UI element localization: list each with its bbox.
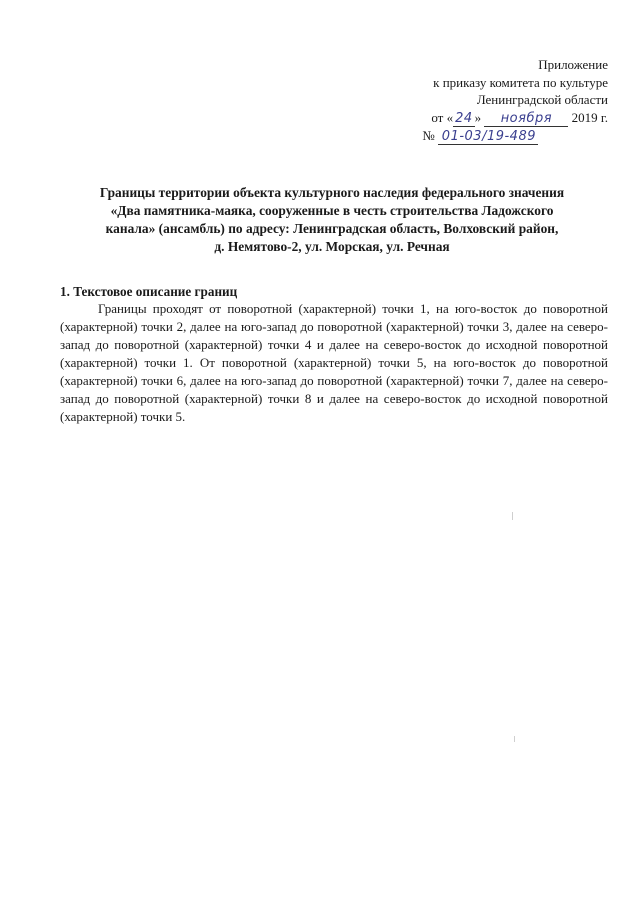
section-paragraph: Границы проходят от поворотной (характерной) точки 1, на юго-восток до поворотной (характерной) точки 2, далее на юго-запад до поворотной (характерной) точки 3, далее на северо-запад до поворотной (характерной) точки 4 и далее на северо-восток до исходной поворотной (характерной) точки 1. От поворотной (характерной) точки 5, на юго-восток до поворотной (характерной) точки 6, далее на юго-запад до поворотной (характерной) точки 7, далее на северо-запад до поворотной (характерной) точки 8 и далее на северо-восток до исходной поворотной (характерной) точки 5. <box>60 301 608 424</box>
appendix-date-line <box>308 109 608 127</box>
date-year: 2019 г. <box>568 109 608 125</box>
title-line-1: Границы территории объекта культурного наследия федерального значения <box>99 185 565 200</box>
scan-artifact <box>512 512 513 520</box>
title-line-2: «Два памятника-маяка, сооруженные в честь строительства Ладожского <box>110 203 554 218</box>
scan-artifact <box>514 736 515 742</box>
appendix-number-line <box>308 127 608 145</box>
title-line-4: д. Немятово-2, ул. Морская, ул. Речная <box>214 239 450 254</box>
section-heading: 1. Текстовое описание границ <box>60 284 238 299</box>
number-prefix: № <box>422 127 438 143</box>
handwritten-day: 24 <box>455 110 473 126</box>
date-prefix: от « <box>431 109 454 125</box>
appendix-region: Ленинградской области <box>476 92 608 107</box>
date-mid: » <box>474 109 485 125</box>
appendix-label: Приложение <box>538 57 608 72</box>
document-title <box>60 184 604 256</box>
title-line-3: канала» (ансамбль) по адресу: Ленинградская область, Волховский район, <box>105 221 559 236</box>
appendix-order-reference: к приказу комитета по культуре <box>433 74 608 90</box>
appendix-header <box>308 56 608 145</box>
section-text-description <box>60 283 608 426</box>
handwritten-month: ноября <box>484 112 568 127</box>
handwritten-number: 01-03/19-489 <box>438 130 538 145</box>
